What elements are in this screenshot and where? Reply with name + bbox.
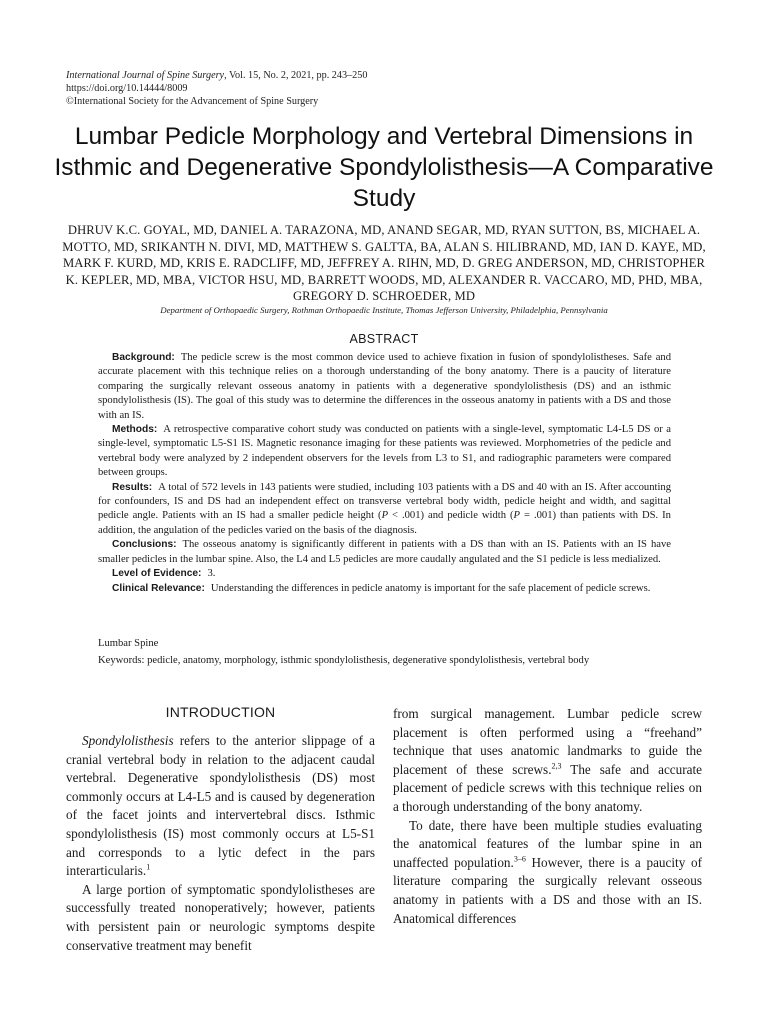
abstract-heading: ABSTRACT bbox=[349, 332, 419, 346]
abstract-results bbox=[98, 481, 671, 539]
conclusions-text: The osseous anatomy is significantly different in patients with a DS than with an IS. Patients with an IS have smaller pedicles in the lumbar spine. Also, the L4 and L5 pedicles are more caudally angulated and the S1 pedicle is less medialized. bbox=[98, 539, 671, 565]
background-text: The pedicle screw is the most common device used to achieve fixation in fusion of spondylolistheses. Safe and accurate placement with this technique relies on a thorough understanding of the bony anatomy. There is a paucity of literature comparing the surgically relevant osseous anatomy in patients with a degenerative spondylolisthesis (DS) and an isthmic spondylolisthesis (IS). The goal of this study was to determine the differences in the osseous anatomy in patients with a DS and those with an IS. bbox=[98, 352, 671, 421]
clinical-label: Clinical Relevance: bbox=[112, 582, 205, 594]
clinical-text: Understanding the differences in pedicle anatomy is important for the safe placement of pedicle screws. bbox=[210, 582, 651, 594]
paragraph-text: The safe and accurate placement of pedicle screws with this technique relies on a thorough understanding of the bony anatomy. bbox=[393, 761, 703, 814]
results-text-c: = .001) than patients with DS. In addition, the angulation of the pedicles varied on the basis of the diagnosis. bbox=[98, 510, 671, 536]
intro-paragraph-1 bbox=[66, 732, 375, 881]
reference-3-6[interactable]: 3–6 bbox=[513, 854, 526, 864]
abstract-methods bbox=[98, 423, 671, 481]
p-symbol: P bbox=[513, 510, 521, 522]
paragraph-text: refers to the anterior slippage of a cranial vertebral body in relation to the adjacent caudal vertebral. Degenerative spondylolisthesis (DS) most commonly occurs at L4-L5 and is caused by degeneration of the facet joints and intervertebral discs. Isthmic spondylolisthesis (IS) most commonly occurs at L5-S1 and corresponds to a lytic defect in the pars interarticularis. bbox=[66, 733, 375, 879]
term: Spondylolisthesis bbox=[82, 733, 174, 748]
citation-line bbox=[66, 69, 367, 82]
intro-paragraph-2: A large portion of symptomatic spondylolistheses are successfully treated nonoperatively; however, patients with persistent pain or neurologic symptoms despite conservative treatment may benefit bbox=[66, 881, 375, 953]
abstract-level bbox=[98, 567, 671, 581]
doi-link[interactable]: https://doi.org/10.14444/8009 bbox=[66, 83, 188, 94]
results-label: Results: bbox=[112, 481, 153, 493]
abstract-background bbox=[98, 351, 671, 423]
keywords: Keywords: pedicle, anatomy, morphology, isthmic spondylolisthesis, degenerative spondylolisthesis, vertebral body bbox=[98, 655, 590, 666]
copyright: ©International Society for the Advancement of Spine Surgery bbox=[66, 96, 319, 107]
level-label: Level of Evidence: bbox=[112, 568, 202, 580]
citation-detail: , Vol. 15, No. 2, 2021, pp. 243–250 bbox=[224, 70, 368, 81]
abstract-clinical bbox=[98, 582, 671, 596]
level-text: 3. bbox=[207, 568, 216, 580]
abstract-conclusions bbox=[98, 538, 671, 567]
intro-paragraph-3 bbox=[393, 705, 702, 817]
journal-meta bbox=[66, 69, 367, 108]
author-list: DHRUV K.C. GOYAL, MD, DANIEL A. TARAZONA, MD, ANAND SEGAR, MD, RYAN SUTTON, BS, MICHAEL A. MOTTO, MD, SRIKANTH N. DIVI, MD, MATTHEW S. GALTTA, BA, ALAN S. HILIBRAND, MD, IAN D. KAYE, MD, MARK F. KURD, MD, KRIS E. RADCLIFF, MD, JEFFREY A. RIHN, MD, D. GREG ANDERSON, MD, CHRISTOPHER K. KEPLER, MD, MBA, VICTOR HSU, MD, BARRETT WOODS, MD, ALEXANDER R. VACCARO, MD, PHD, MBA, GREGORY D. SCHROEDER, MD bbox=[62, 223, 706, 304]
intro-paragraph-4 bbox=[393, 817, 702, 929]
reference-1[interactable]: 1 bbox=[146, 862, 151, 872]
abstract-body bbox=[98, 351, 671, 596]
methods-text: A retrospective comparative cohort study was conducted on patients with a single-level, symptomatic L4-L5 DS or a single-level, symptomatic L5-S1 IS. Magnetic resonance imaging for these patients was reviewed. Morphometries of the pedicle and vertebral body were analyzed by 2 independent observers for the levels from L3 to S1, and radiographic parameters were compared between groups. bbox=[98, 424, 671, 479]
section-heading: INTRODUCTION bbox=[165, 704, 276, 720]
paragraph-text: from surgical management. Lumbar pedicle screw placement is often performed using a “freehand” technique that uses anatomic landmarks to guide the placement of these screws. bbox=[393, 706, 702, 777]
paragraph-text: However, there is a paucity of literature comparing the surgically relevant osseous anatomy in patients with a DS and those with an IS. Anatomical differences bbox=[393, 854, 702, 926]
journal-name: International Journal of Spine Surgery bbox=[66, 70, 225, 81]
intro-right-column bbox=[393, 705, 702, 928]
paragraph-text: To date, there have been multiple studies evaluating the anatomical features of the lumbar spine in an unaffected population. bbox=[393, 817, 702, 870]
reference-2-3[interactable]: 2,3 bbox=[551, 761, 562, 771]
subject-category: Lumbar Spine bbox=[98, 638, 159, 649]
affiliation: Department of Orthopaedic Surgery, Rothman Orthopaedic Institute, Thomas Jefferson University, Philadelphia, Pennsylvania bbox=[160, 305, 608, 315]
conclusions-label: Conclusions: bbox=[112, 539, 177, 551]
background-label: Background: bbox=[112, 352, 175, 363]
results-text-b: < .001) and pedicle width ( bbox=[388, 510, 514, 522]
intro-left-column bbox=[66, 702, 375, 955]
article-title: Lumbar Pedicle Morphology and Vertebral Dimensions in Isthmic and Degenerative Spondylolisthesis—A Comparative Study bbox=[54, 123, 714, 212]
p-symbol: P bbox=[381, 510, 389, 522]
results-text-a: A total of 572 levels in 143 patients were studied, including 103 patients with a DS and 40 with an IS. After accounting for confounders, IS and DS had an independent effect on transverse vertebral body width, pedicle height and width, and sagittal pedicle angle. Patients with an IS had a smaller pedicle height ( bbox=[98, 481, 671, 522]
methods-label: Methods: bbox=[112, 424, 158, 436]
